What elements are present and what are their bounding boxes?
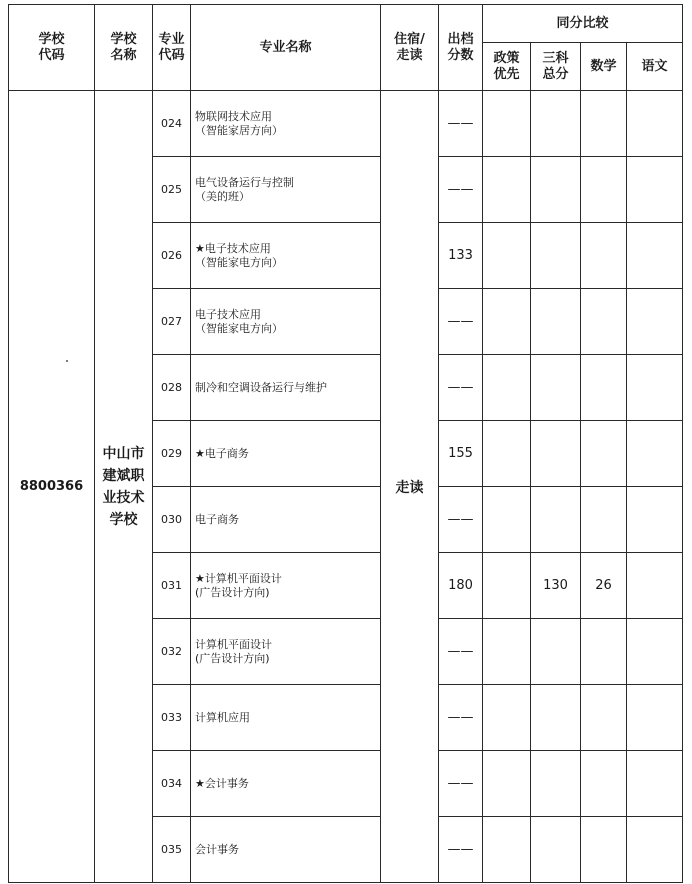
header-major-code: 专业 代码 [153,5,191,91]
scan-speck [66,360,68,362]
header-school-code: 学校 代码 [9,5,95,91]
chinese-cell [627,91,683,157]
three-total-cell [531,487,581,553]
score-cell: 133 [439,223,483,289]
major-name-cell: 电气设备运行与控制 （美的班） [191,157,381,223]
math-cell [581,685,627,751]
admission-table-container [8,4,683,883]
three-total-cell: 130 [531,553,581,619]
major-name-cell: 计算机应用 [191,685,381,751]
header-major-name: 专业名称 [191,5,381,91]
header-tie-break: 同分比较 [483,5,683,43]
score-cell: —— [439,751,483,817]
major-code-cell: 030 [153,487,191,553]
major-code-cell: 027 [153,289,191,355]
major-name-cell: 电子技术应用 （智能家电方向） [191,289,381,355]
major-code-cell: 031 [153,553,191,619]
score-cell: 180 [439,553,483,619]
major-name-cell: 会计事务 [191,817,381,883]
major-code-cell: 035 [153,817,191,883]
chinese-cell [627,817,683,883]
math-cell [581,487,627,553]
score-cell: —— [439,817,483,883]
chinese-cell [627,157,683,223]
score-cell: —— [439,487,483,553]
three-total-cell [531,355,581,421]
header-three-total: 三科 总分 [531,43,581,91]
policy-cell [483,289,531,355]
stay-cell: 走读 [381,91,439,883]
math-cell [581,421,627,487]
score-cell: —— [439,685,483,751]
math-cell [581,157,627,223]
chinese-cell [627,553,683,619]
three-total-cell [531,751,581,817]
math-cell [581,91,627,157]
score-cell: —— [439,355,483,421]
policy-cell [483,817,531,883]
math-cell [581,619,627,685]
major-name-cell: ★电子技术应用 （智能家电方向） [191,223,381,289]
three-total-cell [531,685,581,751]
major-code-cell: 024 [153,91,191,157]
major-code-cell: 029 [153,421,191,487]
score-cell: —— [439,157,483,223]
policy-cell [483,355,531,421]
major-name-cell: ★电子商务 [191,421,381,487]
chinese-cell [627,487,683,553]
major-code-cell: 034 [153,751,191,817]
three-total-cell [531,157,581,223]
school-name-cell: 中山市 建斌职 业技术 学校 [95,91,153,883]
table-row [9,91,683,157]
chinese-cell [627,685,683,751]
three-total-cell [531,91,581,157]
major-name-cell: ★计算机平面设计 (广告设计方向) [191,553,381,619]
score-cell: 155 [439,421,483,487]
major-name-cell: 制冷和空调设备运行与维护 [191,355,381,421]
three-total-cell [531,421,581,487]
math-cell: 26 [581,553,627,619]
policy-cell [483,223,531,289]
policy-cell [483,91,531,157]
chinese-cell [627,751,683,817]
major-code-cell: 032 [153,619,191,685]
major-code-cell: 025 [153,157,191,223]
major-code-cell: 033 [153,685,191,751]
math-cell [581,751,627,817]
policy-cell [483,487,531,553]
math-cell [581,223,627,289]
header-score: 出档 分数 [439,5,483,91]
chinese-cell [627,421,683,487]
math-cell [581,817,627,883]
major-name-cell: 物联网技术应用 （智能家居方向） [191,91,381,157]
header-stay: 住宿/ 走读 [381,5,439,91]
header-school-name: 学校 名称 [95,5,153,91]
header-policy: 政策 优先 [483,43,531,91]
policy-cell [483,421,531,487]
score-cell: —— [439,289,483,355]
chinese-cell [627,355,683,421]
policy-cell [483,751,531,817]
chinese-cell [627,223,683,289]
three-total-cell [531,223,581,289]
three-total-cell [531,289,581,355]
school-code-cell: 8800366 [9,91,95,883]
policy-cell [483,157,531,223]
major-name-cell: 电子商务 [191,487,381,553]
table-body [9,91,683,883]
math-cell [581,355,627,421]
three-total-cell [531,619,581,685]
score-cell: —— [439,91,483,157]
policy-cell [483,553,531,619]
major-name-cell: ★会计事务 [191,751,381,817]
header-math: 数学 [581,43,627,91]
chinese-cell [627,289,683,355]
math-cell [581,289,627,355]
score-cell: —— [439,619,483,685]
policy-cell [483,619,531,685]
major-code-cell: 026 [153,223,191,289]
header-chinese: 语文 [627,43,683,91]
three-total-cell [531,817,581,883]
admission-table [8,4,683,883]
major-name-cell: 计算机平面设计 (广告设计方向) [191,619,381,685]
policy-cell [483,685,531,751]
chinese-cell [627,619,683,685]
major-code-cell: 028 [153,355,191,421]
